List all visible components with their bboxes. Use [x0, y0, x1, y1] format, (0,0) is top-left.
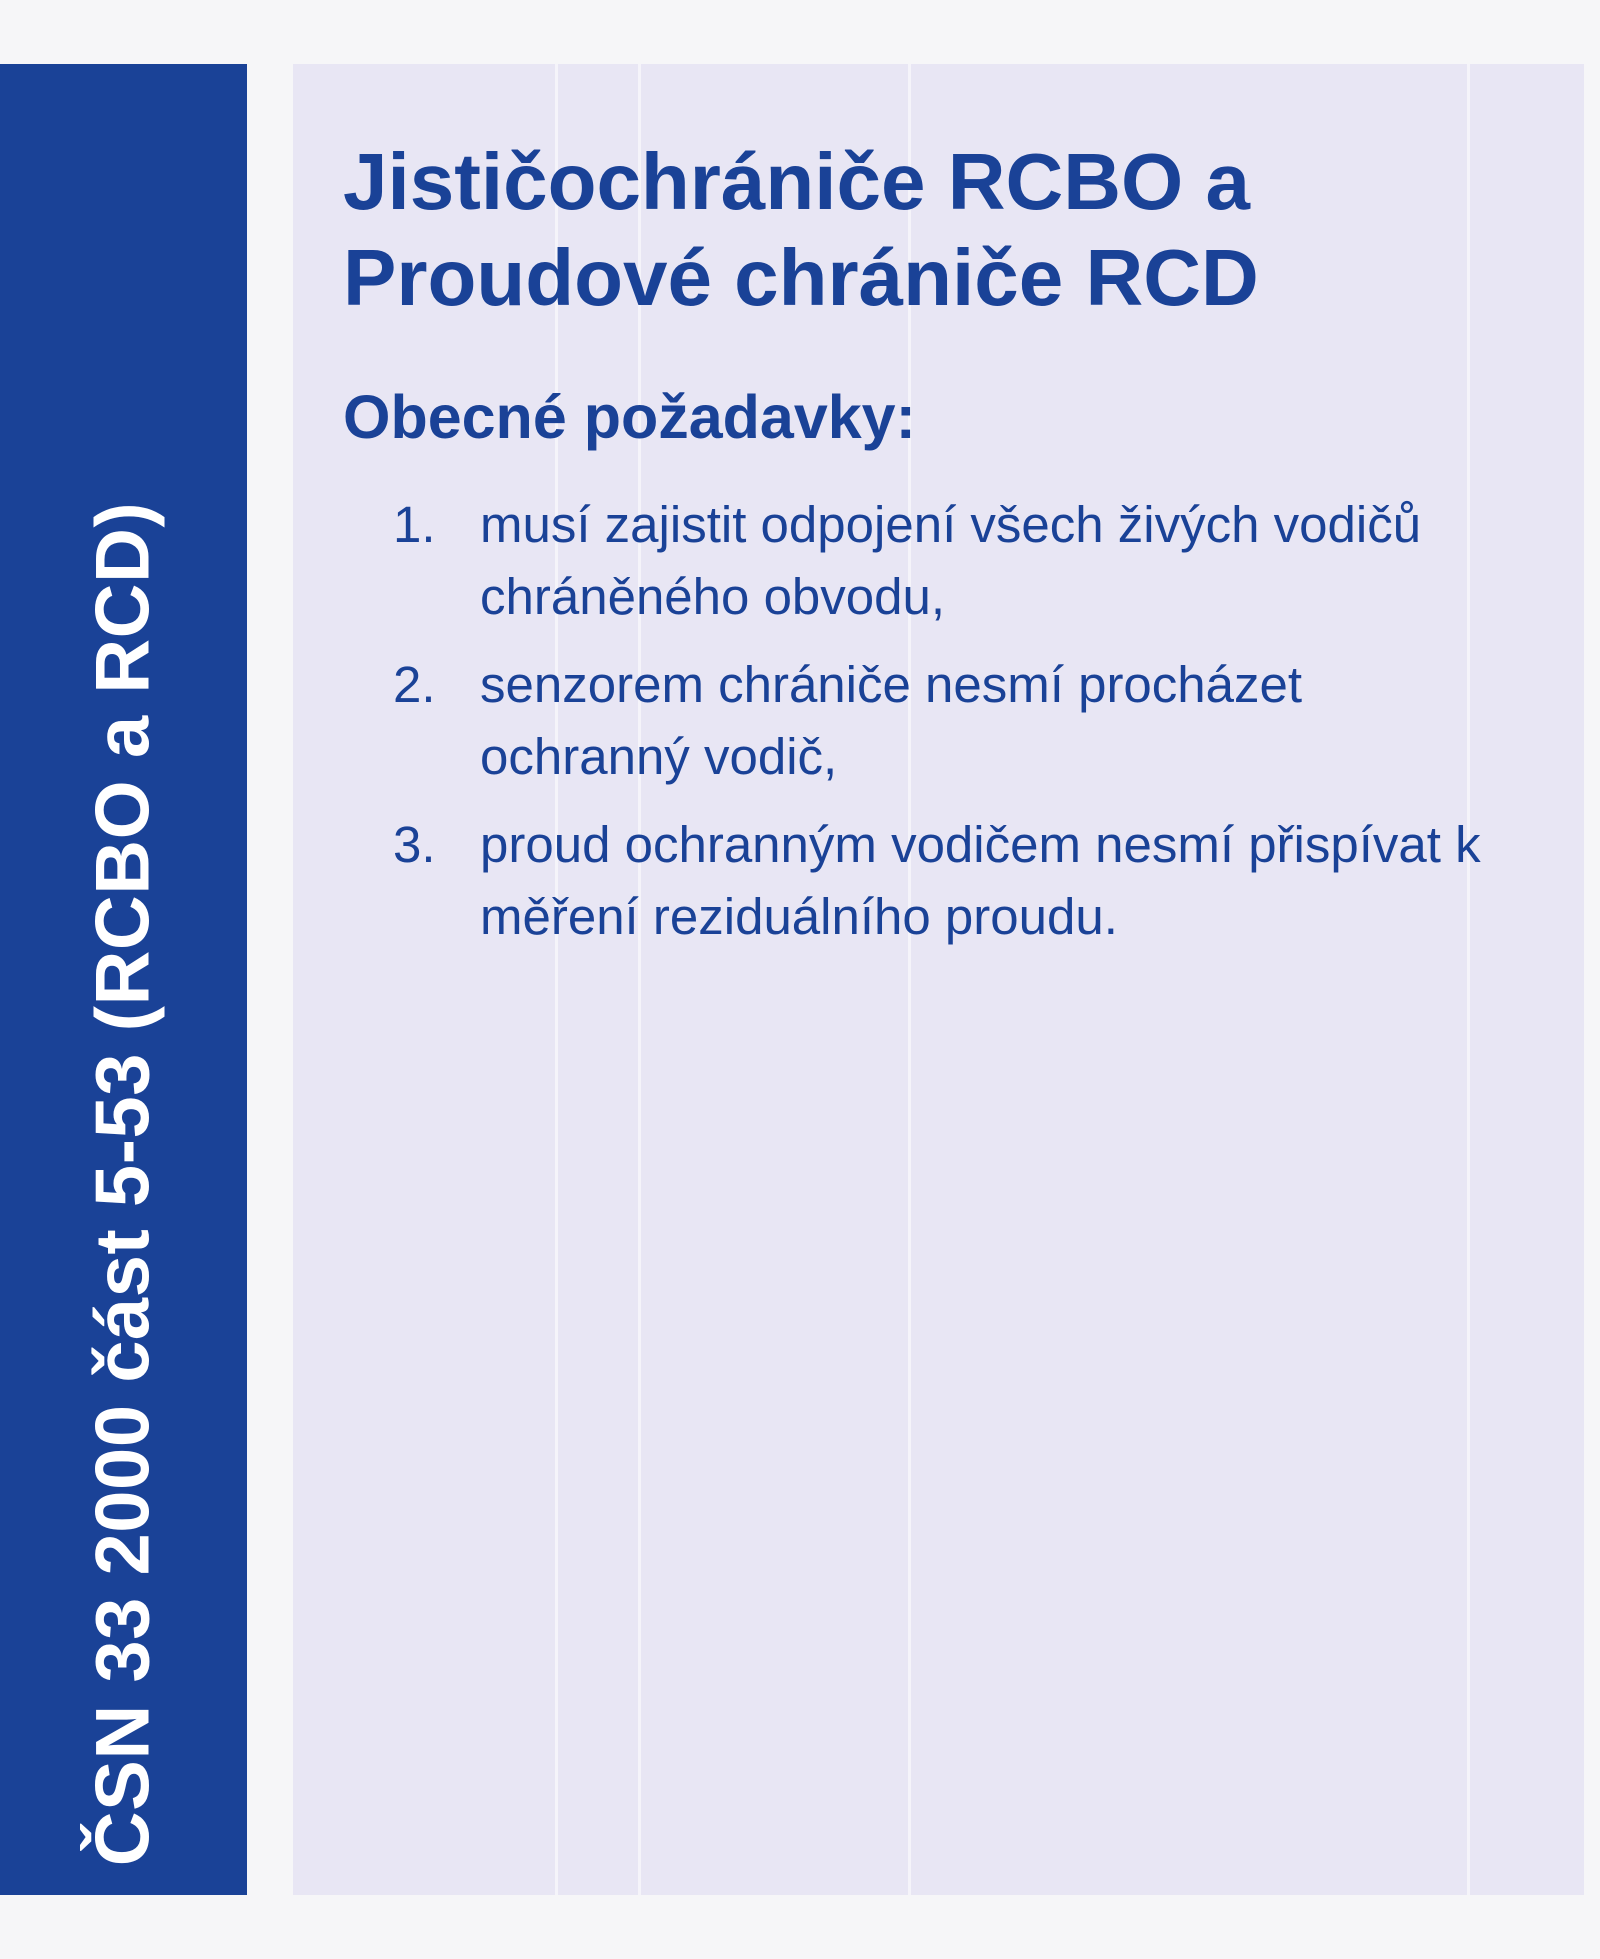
list-item-text: proud ochranným vodičem nesmí přispívat k měření reziduálního proudu.	[480, 816, 1481, 945]
background-stripe	[908, 64, 911, 1895]
list-item	[393, 489, 1513, 633]
slide-title-line-2: Proudové chrániče RCD	[343, 233, 1259, 322]
background-stripe	[555, 64, 558, 1895]
requirements-list	[393, 489, 1513, 969]
content-panel	[293, 64, 1584, 1895]
background-stripe	[1467, 64, 1470, 1895]
list-item-text: musí zajistit odpojení všech živých vodičů chráněného obvodu,	[480, 496, 1422, 625]
list-item	[393, 649, 1513, 793]
list-item-text: senzorem chrániče nesmí procházet ochranný vodič,	[480, 656, 1303, 785]
list-item-number: 1.	[393, 496, 436, 553]
slide-title	[343, 134, 1259, 326]
standard-reference-label: ČSN 33 2000 část 5-53 (RCBO a RCD)	[80, 501, 166, 1867]
list-item-number: 3.	[393, 816, 436, 873]
slide-title-line-1: Jističochrániče RCBO a	[343, 137, 1250, 226]
list-item-number: 2.	[393, 656, 436, 713]
standard-sidebar	[0, 64, 247, 1895]
section-heading: Obecné požadavky:	[343, 383, 916, 451]
list-item	[393, 809, 1513, 953]
background-stripe	[638, 64, 641, 1895]
